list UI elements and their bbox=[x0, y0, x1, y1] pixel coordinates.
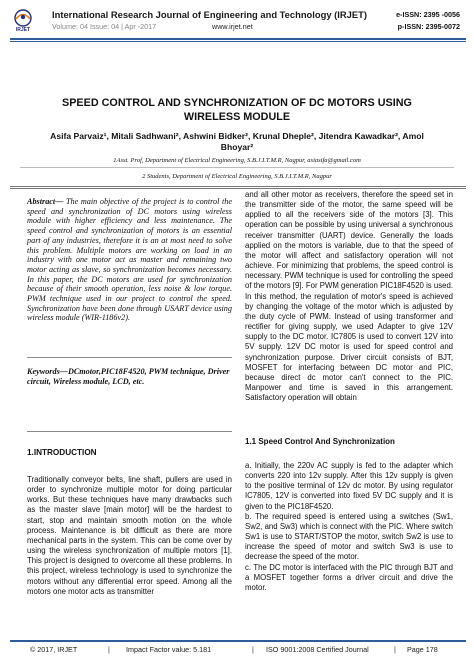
keywords: Keywords—DCmotor,PIC18F4520, PWM technique, Driver circuit, Wireless module, LCD, etc. bbox=[27, 367, 230, 386]
p-issn: p-ISSN: 2395-0072 bbox=[397, 22, 460, 31]
footer-separator: | bbox=[394, 645, 396, 654]
footer-rule bbox=[10, 640, 466, 642]
footer-page-number: Page 178 bbox=[407, 645, 438, 654]
footer-separator: | bbox=[108, 645, 110, 654]
volume-info: Volume: 04 Issue: 04 | Apr -2017 bbox=[52, 22, 157, 31]
footer-impact-factor: Impact Factor value: 5.181 bbox=[126, 645, 212, 654]
subsection-heading: 1.1 Speed Control And Synchronization bbox=[245, 437, 395, 446]
journal-name: International Research Journal of Engineering and Technology (IRJET) bbox=[52, 9, 367, 20]
irjet-logo bbox=[10, 8, 36, 36]
list-item-b: b. The required speed is entered using a switches (Sw1, Sw2, and Sw3) which is connect with the PIC. Where switch Sw1 is use to START/STOP the motor, switch Sw2 is use to increase the speed of motor and switch Sw3 is use to decrease the speed of the motor. bbox=[245, 511, 453, 562]
title-rule bbox=[10, 186, 466, 187]
header-rule bbox=[10, 38, 466, 40]
e-issn: e-ISSN: 2395 -0056 bbox=[396, 10, 460, 19]
abstract-label: Abstract— bbox=[27, 197, 64, 206]
list-item-c: c. The DC motor is interfaced with the PIC through BJT and a MOSFET together forms a driver circuit and drive the motor. bbox=[245, 562, 453, 592]
keywords-divider bbox=[27, 431, 232, 432]
introduction-text: Traditionally conveyor belts, line shaft, pullers are used in order to synchronize multiple motor for doing particular works. But these techniques have many drawbacks such as the master slave [main motor] will be the hardest to start, stop and maintain smooth motion on the whole process. Maintenance is bit difficult as there are more mechanical parts in the system. This can be come over by using the wireless synchronization of multiple motors [1]. This project is designed to overcome all these problems. In this project, wireless technology is used to synchronize the motors without any differential error speed. Among all the motors one motor acts as transmitter bbox=[27, 475, 232, 596]
header-rule-thin bbox=[10, 41, 466, 42]
abstract-divider bbox=[27, 357, 232, 358]
footer-iso: ISO 9001:2008 Certified Journal bbox=[266, 645, 369, 654]
title-rule-2 bbox=[10, 188, 466, 189]
footer-copyright: © 2017, IRJET bbox=[30, 645, 78, 654]
footer-separator: | bbox=[252, 645, 254, 654]
title-line-2: WIRELESS MODULE bbox=[183, 111, 291, 123]
section-heading-introduction: 1.INTRODUCTION bbox=[27, 448, 97, 457]
paper-title bbox=[20, 96, 454, 124]
page-footer bbox=[10, 645, 466, 659]
title-line-1: SPEED CONTROL AND SYNCHRONIZATION OF DC MOTORS USING bbox=[62, 97, 412, 109]
affiliation-1: 1Asst. Prof, Department of Electrical Engineering, S.B.J.I.T.M.R, Nagpur, asiasifa@gmail.com bbox=[113, 157, 361, 164]
journal-website: www.irjet.net bbox=[212, 22, 253, 31]
paper-authors bbox=[20, 131, 454, 153]
right-column-text: and all other motor as receivers, therefore the speed set in the transmitter side of the motor, the same speed will be applied to all the receivers side of the motors [3]. This operation can be possible by using universal a synchronous receiver transmitter (UART) device. Generally the loads applied on the motors is variable, due to that the speed of the motor will affect and satisfactory operation will not achieve. For minimizing that problems, the speed control is necessary. PWM technique is used for controlling the speed of the motors [9]. For PWM generation PIC18F4520 is used. In this method, the regulation of motor's speed is achieved by changing the voltage of the motor which is adjusted by the duty cycle of PWM. Instead of using transformer and rectifier for giving supply, we used Adapter to give 12V supply to the DC motor. IC7805 is used to convert 12V into 5V supply. 12V DC motor is used for speed control and synchronization purpose. Driver circuit consists of BJT, MOSFET for interfacing between DC motor and PIC, because direct dc motor can't connect to the PIC. Manpower and time is saved in this arrangement. Satisfactory operation will obtain bbox=[245, 190, 453, 403]
numbered-list bbox=[245, 461, 453, 593]
authors-line-1: Asifa Parvaiz¹, Mitali Sadhwani², Ashwini Bidker², Krunal Dheple², Jitendra Kawadkar², Amol bbox=[50, 131, 424, 141]
journal-header bbox=[10, 8, 466, 38]
authors-line-2: Bhoyar² bbox=[220, 142, 254, 152]
abstract bbox=[27, 197, 232, 323]
abstract-text: The main objective of the project is to control the speed and synchronization of DC motors using wireless module with higher efficiency and less maintenance. The speed control and synchronization of motors is an essential part of any industries, therefore it is an at most need to solve this problem. Multiple motors are working on load in an industry with one motor act as master and remaining two motor acting as slave, so synchronization becomes necessary. In this paper, the DC motors are used for synchronization because of their smooth operation, less noise & low torque. PWM technique used in our project to control the speed. Synchronization have been done through USART device using wireless module (WIR-1186v2). bbox=[27, 197, 232, 323]
logo-text: IRJET bbox=[15, 27, 31, 33]
affiliation-divider bbox=[20, 167, 454, 168]
list-item-a: a. Initially, the 220v AC supply is fed to the adapter which converts 220 into 12v supply. After this 12v supply is given to the positive terminal of 12v dc motor. By using regulator IC7805, 12V is converted into fixed 5V DC supply and it is given to the PIC18F4520. bbox=[245, 461, 453, 511]
affiliation-2: 2 Students, Department of Electrical Engineering, S.B.J.I.T.M.R, Nagpur bbox=[142, 173, 332, 180]
